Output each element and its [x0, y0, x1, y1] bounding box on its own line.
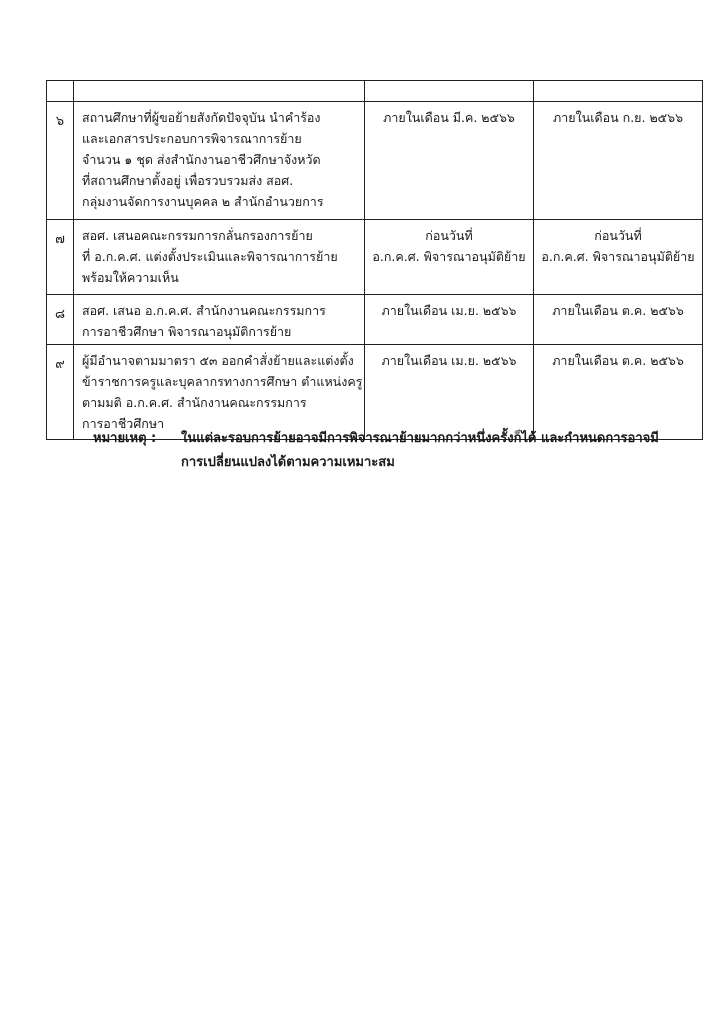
date-line: ก่อนวันที่	[594, 228, 642, 243]
round-2-date	[534, 295, 703, 345]
description-line: และเอกสารประกอบการพิจารณาการย้าย	[82, 131, 302, 146]
description-line: การอาชีวศึกษา	[82, 416, 165, 431]
description-line: ที่สถานศึกษาตั้งอยู่ เพื่อรวบรวมส่ง สอศ.	[82, 173, 294, 188]
step-description	[74, 295, 365, 345]
remark-text: ในแต่ละรอบการย้ายอาจมีการพิจารณาย้ายมากกว่าหนึ่งครั้งก็ได้ และกำหนดการอาจมี	[181, 431, 659, 446]
row-number: ๗	[47, 220, 74, 295]
date-line: ภายในเดือน ต.ค. ๒๕๖๖	[552, 353, 684, 368]
table-row	[47, 220, 703, 295]
description-line: พร้อมให้ความเห็น	[82, 270, 179, 285]
date-line: ภายในเดือน ก.ย. ๒๕๖๖	[552, 110, 684, 125]
round-2-date	[534, 102, 703, 220]
round-1-date	[365, 220, 534, 295]
table-row	[47, 102, 703, 220]
date-line: อ.ก.ค.ศ. พิจารณาอนุมัติย้าย	[541, 249, 695, 264]
date-line: ภายในเดือน ต.ค. ๒๕๖๖	[552, 303, 684, 318]
round-2-date-cell	[534, 81, 703, 102]
description-line: ข้าราชการครูและบุคลากรทางการศึกษา ตำแหน่งครู	[82, 374, 363, 389]
date-line: ก่อนวันที่	[425, 228, 473, 243]
date-line: ภายในเดือน เม.ย. ๒๕๖๖	[381, 303, 517, 318]
remark-label: หมายเหตุ :	[93, 431, 157, 446]
step-description	[74, 102, 365, 220]
round-1-date	[365, 102, 534, 220]
description-line: ผู้มีอำนาจตามมาตรา ๕๓ ออกคำสั่งย้ายและแต่งตั้ง	[82, 353, 354, 368]
remark-text: การเปลี่ยนแปลงได้ตามความเหมาะสม	[181, 455, 395, 470]
round-2-date	[534, 345, 703, 440]
row-number: ๖	[47, 102, 74, 220]
date-line: ภายในเดือน มี.ค. ๒๕๖๖	[383, 110, 515, 125]
step-description	[74, 345, 365, 440]
round-1-date	[365, 295, 534, 345]
table-row	[47, 295, 703, 345]
row-number: ๙	[47, 345, 74, 440]
description-line: ตามมติ อ.ก.ค.ศ. สำนักงานคณะกรรมการ	[82, 395, 307, 410]
date-line: ภายในเดือน เม.ย. ๒๕๖๖	[381, 353, 517, 368]
row-number-cell	[47, 81, 74, 102]
schedule-table	[46, 80, 703, 440]
row-number: ๘	[47, 295, 74, 345]
description-line: การอาชีวศึกษา พิจารณาอนุมัติการย้าย	[82, 324, 292, 339]
table-row	[47, 345, 703, 440]
table-row	[47, 81, 703, 102]
round-1-date-cell	[365, 81, 534, 102]
round-2-date	[534, 220, 703, 295]
step-description	[74, 220, 365, 295]
description-line: สอศ. เสนอ อ.ก.ค.ศ. สำนักงานคณะกรรมการ	[82, 303, 326, 318]
description-line: ที่ อ.ก.ค.ศ. แต่งตั้งประเมินและพิจารณาการย้าย	[82, 249, 338, 264]
date-line: อ.ก.ค.ศ. พิจารณาอนุมัติย้าย	[372, 249, 526, 264]
description-line: กลุ่มงานจัดการงานบุคคล ๒ สำนักอำนวยการ	[82, 194, 324, 209]
step-description-cell	[74, 81, 365, 102]
description-line: สถานศึกษาที่ผู้ขอย้ายสังกัดปัจจุบัน นำคำร้อง	[82, 110, 321, 125]
description-line: สอศ. เสนอคณะกรรมการกลั่นกรองการย้าย	[82, 228, 313, 243]
description-line: จำนวน ๑ ชุด ส่งสำนักงานอาชีวศึกษาจังหวัด	[82, 152, 321, 167]
round-1-date	[365, 345, 534, 440]
